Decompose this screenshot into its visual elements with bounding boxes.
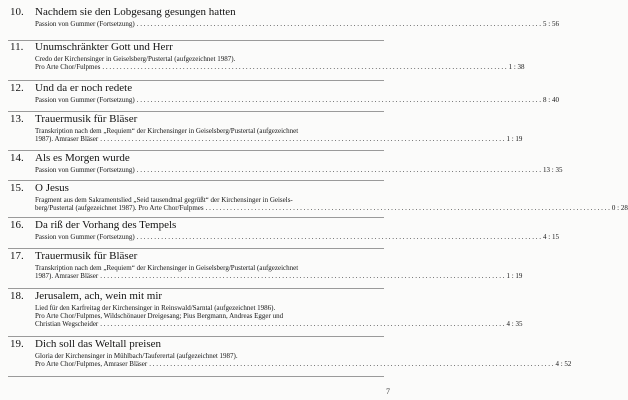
track-credit-line: Pro Arte Chor/Fulpmes bbox=[35, 63, 101, 72]
track-credit-line: Pro Arte Chor/Fulpmes, Wildschönauer Dreigesang; Pius Bergmann, Andreas Egger und bbox=[35, 312, 284, 321]
track-credit-line: Pro Arte Chor/Fulpmes, Amraser Bläser bbox=[35, 360, 148, 369]
track-credit-line: Credo der Kirchensinger in Geiselsberg/Pustertal (aufgezeichnet 1987). bbox=[35, 55, 236, 63]
track-description bbox=[35, 196, 628, 213]
track-number: 10. bbox=[10, 6, 24, 18]
track-duration: 4 : 52 bbox=[555, 360, 572, 369]
track-duration: 5 : 56 bbox=[543, 20, 559, 28]
divider bbox=[8, 336, 384, 337]
track-credit-line: Transkription nach dem „Requiem“ der Kirchensinger in Geiselsberg/Pustertal (aufgezeichnet bbox=[35, 264, 299, 272]
dot-leader bbox=[100, 135, 504, 143]
track-description bbox=[35, 264, 523, 281]
track-duration: 13 : 35 bbox=[543, 166, 563, 174]
track-number: 13. bbox=[10, 113, 24, 125]
track-description bbox=[35, 304, 523, 329]
track-credit-line: Fragment aus dem Sakramentslied „Seid tausendmal gegrüßt“ der Kirchensinger in Geisels- bbox=[35, 196, 293, 204]
track-credit-line: 1987). Amraser Bläser bbox=[35, 272, 99, 281]
track-credit-line: Lied für den Karfreitag der Kirchensinger in Reinswald/Sarntal (aufgezeichnet 1986). bbox=[35, 304, 276, 312]
track-number: 16. bbox=[10, 219, 24, 231]
dot-leader bbox=[137, 166, 541, 174]
track-number: 11. bbox=[10, 41, 24, 53]
track-credit-line: Passion von Gummer (Fortsetzung) bbox=[35, 20, 135, 28]
track-number: 12. bbox=[10, 82, 24, 94]
divider bbox=[8, 150, 384, 151]
track-title: Unumschränkter Gott und Herr bbox=[35, 41, 173, 53]
track-description bbox=[35, 20, 559, 28]
track-description bbox=[35, 55, 525, 72]
track-description bbox=[35, 233, 559, 241]
divider bbox=[8, 80, 384, 81]
track-title: O Jesus bbox=[35, 182, 69, 194]
divider bbox=[8, 376, 384, 377]
track-number: 18. bbox=[10, 290, 24, 302]
track-title: Als es Morgen wurde bbox=[35, 152, 130, 164]
dot-leader bbox=[137, 233, 541, 241]
track-duration: 4 : 35 bbox=[506, 320, 523, 329]
dot-leader bbox=[137, 20, 541, 28]
track-duration: 0 : 28 bbox=[611, 204, 628, 213]
divider bbox=[8, 288, 384, 289]
dot-leader bbox=[137, 96, 541, 104]
divider bbox=[8, 111, 384, 112]
track-title: Jerusalem, ach, wein mit mir bbox=[35, 290, 163, 302]
dot-leader bbox=[149, 360, 553, 368]
track-title: Da riß der Vorhang des Tempels bbox=[35, 219, 177, 231]
track-title: Dich soll das Weltall preisen bbox=[35, 338, 161, 350]
track-title: Trauermusik für Bläser bbox=[35, 250, 138, 262]
track-number: 15. bbox=[10, 182, 24, 194]
track-title: Trauermusik für Bläser bbox=[35, 113, 138, 125]
dot-leader bbox=[206, 204, 610, 212]
track-credit-line: Gloria der Kirchensinger in Mühlbach/Tauferertal (aufgezeichnet 1987). bbox=[35, 352, 238, 360]
track-credit-line: 1987). Amraser Bläser bbox=[35, 135, 99, 144]
track-description bbox=[35, 96, 559, 104]
divider bbox=[8, 248, 384, 249]
track-title: Und da er noch redete bbox=[35, 82, 133, 94]
track-credit-line: Passion von Gummer (Fortsetzung) bbox=[35, 233, 135, 241]
track-credit-line: Passion von Gummer (Fortsetzung) bbox=[35, 96, 135, 104]
track-title: Nachdem sie den Lobgesang gesungen hatten bbox=[35, 6, 236, 18]
dot-leader bbox=[102, 63, 506, 71]
track-description bbox=[35, 166, 563, 174]
divider bbox=[8, 217, 384, 218]
dot-leader bbox=[100, 320, 504, 328]
dot-leader bbox=[100, 272, 504, 280]
page-number: 7 bbox=[386, 387, 390, 396]
track-number: 17. bbox=[10, 250, 24, 262]
track-description bbox=[35, 127, 523, 144]
track-number: 19. bbox=[10, 338, 24, 350]
track-duration: 1 : 19 bbox=[506, 272, 523, 281]
track-duration: 1 : 38 bbox=[508, 63, 525, 72]
track-duration: 8 : 40 bbox=[543, 96, 559, 104]
track-credit-line: Christian Wegscheider bbox=[35, 320, 99, 329]
divider bbox=[8, 180, 384, 181]
track-duration: 4 : 15 bbox=[543, 233, 559, 241]
track-number: 14. bbox=[10, 152, 24, 164]
track-credit-line: Passion von Gummer (Fortsetzung) bbox=[35, 166, 135, 174]
track-credit-line: berg/Pustertal (aufgezeichnet 1987). Pro Arte Chor/Fulpmes bbox=[35, 204, 204, 213]
track-description bbox=[35, 352, 572, 369]
track-duration: 1 : 19 bbox=[506, 135, 523, 144]
track-credit-line: Transkription nach dem „Requiem“ der Kirchensinger in Geiselsberg/Pustertal (aufgezeichnet bbox=[35, 127, 299, 135]
